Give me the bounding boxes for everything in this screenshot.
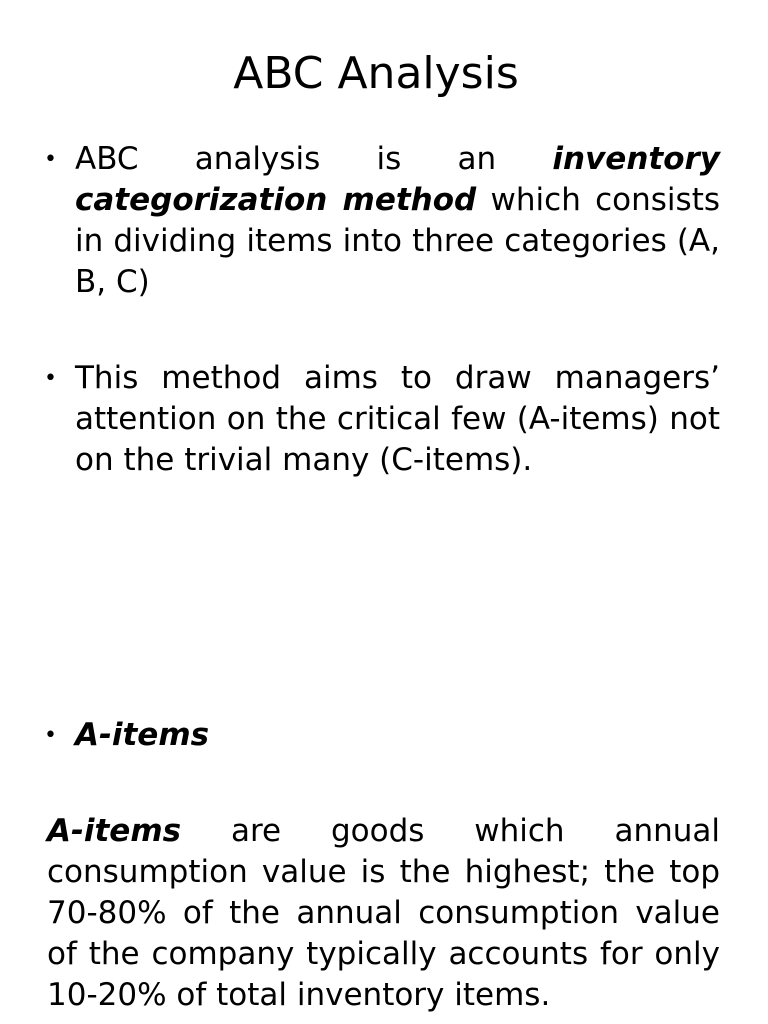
paragraph-emphasis: A-items xyxy=(47,813,182,849)
bullet-icon: • xyxy=(44,723,57,748)
bullet-icon: • xyxy=(44,366,57,391)
bullet-text-tail: which consists in dividing items into three categories (A, B, C) xyxy=(75,182,720,300)
bullet-item-definition xyxy=(44,139,720,303)
bullet-item-purpose xyxy=(44,358,720,481)
paragraph-text: are goods which annual consumption value is the highest; the top 70-80% of the annual consumption value of the company typically accounts for only 10-20% of total inventory items. xyxy=(47,813,720,1013)
bullet-icon: • xyxy=(44,147,57,172)
slide-title: ABC Analysis xyxy=(233,48,519,99)
bullet-text xyxy=(75,139,720,303)
bullet-item-a-items xyxy=(44,715,720,756)
a-items-paragraph xyxy=(47,811,720,1016)
bullet-emphasis: inventory categorization method xyxy=(75,141,720,218)
bullet-text-lead: ABC analysis is an xyxy=(75,141,553,177)
bullet-text xyxy=(75,715,720,756)
bullet-emphasis: A-items xyxy=(75,717,210,753)
bullet-text: This method aims to draw managers’ attention on the critical few (A-items) not on the trivial many (C-items). xyxy=(75,360,720,478)
